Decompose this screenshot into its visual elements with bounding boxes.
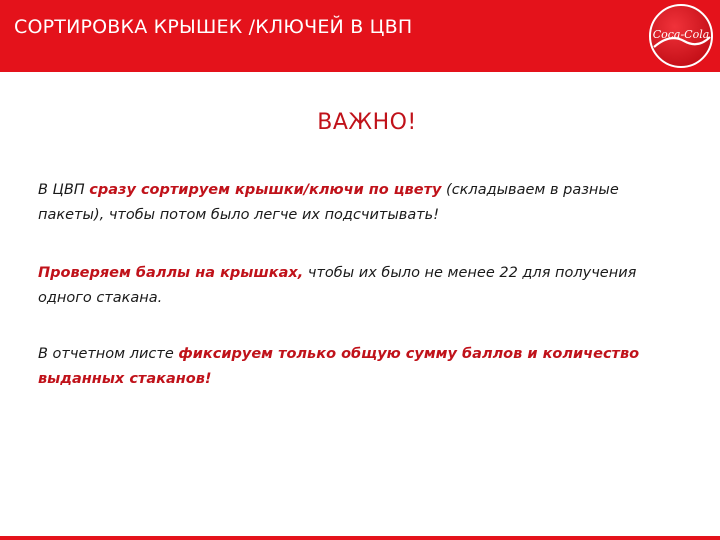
highlight-text: Проверяем баллы на крышках,: [38, 265, 304, 281]
paragraph-text: чтобы их было не менее 22 для получения одного стакана.: [38, 265, 637, 306]
paragraph-text: В ЦВП: [38, 182, 90, 198]
paragraph-sorting: [38, 178, 688, 228]
bottom-divider: [0, 536, 720, 540]
svg-text:Coca-Cola: Coca-Cola: [652, 28, 710, 41]
highlight-text: сразу сортируем крышки/ключи по цвету: [89, 182, 442, 198]
header-bar: [0, 0, 720, 72]
page-title: СОРТИРОВКА КРЫШЕК /КЛЮЧЕЙ В ЦВП: [14, 16, 413, 38]
important-heading: ВАЖНО!: [317, 110, 417, 135]
paragraph-text: В отчетном листе: [38, 346, 179, 362]
paragraph-text: (складываем в разные пакеты), чтобы потом было легче их подсчитывать!: [38, 182, 619, 223]
highlight-text: фиксируем только общую сумму баллов и количество выданных стаканов!: [38, 346, 640, 387]
paragraph-report: [38, 342, 688, 392]
coca-cola-logo-icon: [648, 3, 714, 69]
paragraph-points-check: [38, 261, 688, 311]
